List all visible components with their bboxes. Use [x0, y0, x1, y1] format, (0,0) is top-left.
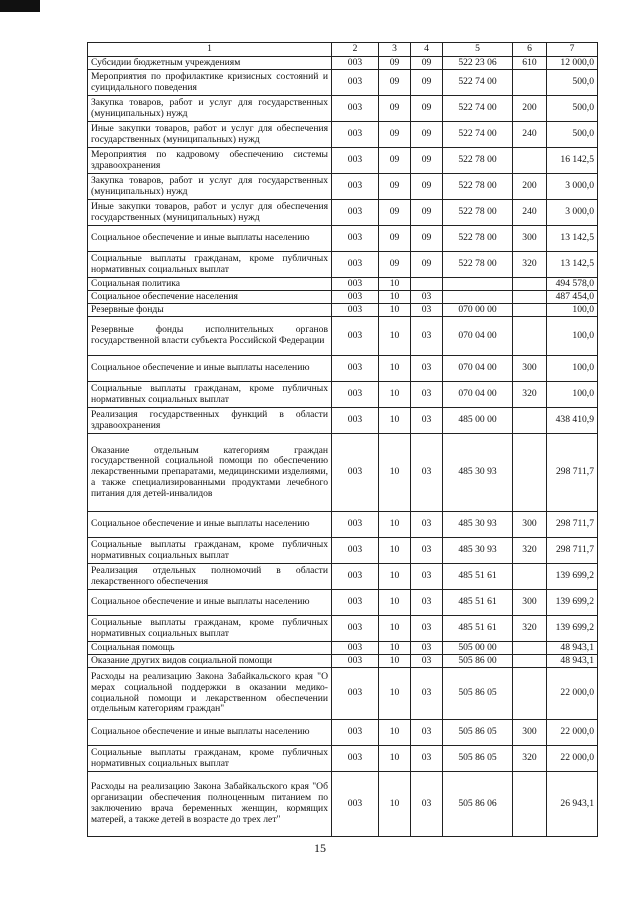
row-name-cell: Социальные выплаты гражданам, кроме публичных нормативных социальных выплат — [88, 252, 332, 278]
expense-type-cell — [513, 408, 547, 434]
table-row — [88, 434, 598, 512]
table-header-row — [88, 43, 598, 57]
subsection-code-cell: 09 — [411, 174, 443, 200]
amount-cell: 438 410,9 — [547, 408, 598, 434]
target-article-cell: 070 00 00 — [443, 304, 513, 317]
admin-code-cell: 003 — [332, 590, 379, 616]
target-article-cell: 070 04 00 — [443, 382, 513, 408]
amount-cell: 100,0 — [547, 356, 598, 382]
table-body — [88, 57, 598, 837]
target-article-cell — [443, 278, 513, 291]
row-name-cell: Иные закупки товаров, работ и услуг для обеспечения государственных (муниципальных) нужд — [88, 200, 332, 226]
row-name-cell: Субсидии бюджетным учреждениям — [88, 57, 332, 70]
admin-code-cell: 003 — [332, 252, 379, 278]
expense-type-cell — [513, 148, 547, 174]
admin-code-cell: 003 — [332, 278, 379, 291]
row-name-cell: Социальное обеспечение и иные выплаты населению — [88, 720, 332, 746]
column-header: 6 — [513, 43, 547, 57]
table-row — [88, 317, 598, 356]
expense-type-cell — [513, 304, 547, 317]
row-name-cell: Социальное обеспечение и иные выплаты населению — [88, 590, 332, 616]
expense-type-cell: 320 — [513, 538, 547, 564]
table-row — [88, 70, 598, 96]
section-code-cell: 10 — [379, 655, 411, 668]
amount-cell: 12 000,0 — [547, 57, 598, 70]
row-name-cell: Закупка товаров, работ и услуг для государственных (муниципальных) нужд — [88, 174, 332, 200]
admin-code-cell: 003 — [332, 57, 379, 70]
target-article-cell: 522 78 00 — [443, 148, 513, 174]
amount-cell: 13 142,5 — [547, 226, 598, 252]
admin-code-cell: 003 — [332, 291, 379, 304]
target-article-cell: 522 23 06 — [443, 57, 513, 70]
expense-type-cell — [513, 564, 547, 590]
expense-type-cell: 240 — [513, 200, 547, 226]
subsection-code-cell: 03 — [411, 655, 443, 668]
amount-cell: 139 699,2 — [547, 590, 598, 616]
admin-code-cell: 003 — [332, 122, 379, 148]
target-article-cell: 505 00 00 — [443, 642, 513, 655]
expense-type-cell: 320 — [513, 746, 547, 772]
subsection-code-cell: 03 — [411, 668, 443, 720]
row-name-cell: Резервные фонды исполнительных органов государственной власти субъекта Российской Федерации — [88, 317, 332, 356]
expense-type-cell: 300 — [513, 720, 547, 746]
amount-cell: 100,0 — [547, 382, 598, 408]
subsection-code-cell: 03 — [411, 512, 443, 538]
target-article-cell: 485 51 61 — [443, 590, 513, 616]
amount-cell: 494 578,0 — [547, 278, 598, 291]
expense-type-cell: 200 — [513, 96, 547, 122]
target-article-cell: 522 78 00 — [443, 252, 513, 278]
admin-code-cell: 003 — [332, 668, 379, 720]
subsection-code-cell: 03 — [411, 772, 443, 837]
expense-type-cell: 300 — [513, 356, 547, 382]
section-code-cell: 10 — [379, 317, 411, 356]
table-row — [88, 720, 598, 746]
admin-code-cell: 003 — [332, 655, 379, 668]
section-code-cell: 10 — [379, 356, 411, 382]
target-article-cell — [443, 291, 513, 304]
row-name-cell: Социальные выплаты гражданам, кроме публичных нормативных социальных выплат — [88, 616, 332, 642]
target-article-cell: 485 51 61 — [443, 564, 513, 590]
subsection-code-cell — [411, 278, 443, 291]
target-article-cell: 522 74 00 — [443, 96, 513, 122]
table-row — [88, 382, 598, 408]
section-code-cell: 09 — [379, 252, 411, 278]
admin-code-cell: 003 — [332, 408, 379, 434]
target-article-cell: 485 00 00 — [443, 408, 513, 434]
admin-code-cell: 003 — [332, 148, 379, 174]
amount-cell: 22 000,0 — [547, 668, 598, 720]
admin-code-cell: 003 — [332, 70, 379, 96]
section-code-cell: 09 — [379, 70, 411, 96]
subsection-code-cell: 09 — [411, 122, 443, 148]
row-name-cell: Мероприятия по кадровому обеспечению системы здравоохранения — [88, 148, 332, 174]
expense-type-cell — [513, 772, 547, 837]
column-header: 5 — [443, 43, 513, 57]
section-code-cell: 10 — [379, 772, 411, 837]
table-row — [88, 57, 598, 70]
target-article-cell: 505 86 00 — [443, 655, 513, 668]
admin-code-cell: 003 — [332, 538, 379, 564]
table-row — [88, 304, 598, 317]
amount-cell: 487 454,0 — [547, 291, 598, 304]
expense-type-cell: 300 — [513, 226, 547, 252]
amount-cell: 500,0 — [547, 70, 598, 96]
row-name-cell: Социальная помощь — [88, 642, 332, 655]
row-name-cell: Социальная политика — [88, 278, 332, 291]
target-article-cell: 522 78 00 — [443, 226, 513, 252]
subsection-code-cell: 03 — [411, 304, 443, 317]
row-name-cell: Социальное обеспечение населения — [88, 291, 332, 304]
amount-cell: 100,0 — [547, 317, 598, 356]
admin-code-cell: 003 — [332, 200, 379, 226]
page-number: 15 — [314, 841, 326, 855]
section-code-cell: 10 — [379, 512, 411, 538]
amount-cell: 22 000,0 — [547, 746, 598, 772]
section-code-cell: 10 — [379, 291, 411, 304]
admin-code-cell: 003 — [332, 382, 379, 408]
admin-code-cell: 003 — [332, 174, 379, 200]
expense-type-cell: 320 — [513, 382, 547, 408]
table-row — [88, 408, 598, 434]
table-row — [88, 564, 598, 590]
section-code-cell: 10 — [379, 668, 411, 720]
section-code-cell: 10 — [379, 720, 411, 746]
target-article-cell: 522 74 00 — [443, 122, 513, 148]
column-header: 2 — [332, 43, 379, 57]
section-code-cell: 10 — [379, 538, 411, 564]
section-code-cell: 10 — [379, 746, 411, 772]
table-row — [88, 356, 598, 382]
row-name-cell: Иные закупки товаров, работ и услуг для обеспечения государственных (муниципальных) нужд — [88, 122, 332, 148]
expense-type-cell — [513, 70, 547, 96]
amount-cell: 139 699,2 — [547, 616, 598, 642]
row-name-cell: Расходы на реализацию Закона Забайкальского края "О мерах социальной поддержки в оказании медико-социальной помощи и лекарственном обеспечении отдельным категориям граждан" — [88, 668, 332, 720]
section-code-cell: 09 — [379, 96, 411, 122]
target-article-cell: 070 04 00 — [443, 356, 513, 382]
subsection-code-cell: 09 — [411, 252, 443, 278]
column-header: 7 — [547, 43, 598, 57]
section-code-cell: 09 — [379, 200, 411, 226]
row-name-cell: Социальные выплаты гражданам, кроме публичных нормативных социальных выплат — [88, 382, 332, 408]
section-code-cell: 09 — [379, 226, 411, 252]
amount-cell: 298 711,7 — [547, 538, 598, 564]
amount-cell: 16 142,5 — [547, 148, 598, 174]
subsection-code-cell: 09 — [411, 57, 443, 70]
row-name-cell: Реализация государственных функций в области здравоохранения — [88, 408, 332, 434]
amount-cell: 100,0 — [547, 304, 598, 317]
table-row — [88, 655, 598, 668]
subsection-code-cell: 09 — [411, 200, 443, 226]
subsection-code-cell: 03 — [411, 356, 443, 382]
table-row — [88, 772, 598, 837]
row-name-cell: Реализация отдельных полномочий в области лекарственного обеспечения — [88, 564, 332, 590]
admin-code-cell: 003 — [332, 772, 379, 837]
table-row — [88, 642, 598, 655]
amount-cell: 500,0 — [547, 96, 598, 122]
target-article-cell: 485 30 93 — [443, 538, 513, 564]
expense-type-cell — [513, 291, 547, 304]
admin-code-cell: 003 — [332, 96, 379, 122]
section-code-cell: 10 — [379, 408, 411, 434]
amount-cell: 22 000,0 — [547, 720, 598, 746]
admin-code-cell: 003 — [332, 616, 379, 642]
amount-cell: 3 000,0 — [547, 174, 598, 200]
admin-code-cell: 003 — [332, 304, 379, 317]
table-row — [88, 278, 598, 291]
target-article-cell: 485 30 93 — [443, 512, 513, 538]
section-code-cell: 09 — [379, 174, 411, 200]
row-name-cell: Социальное обеспечение и иные выплаты населению — [88, 512, 332, 538]
row-name-cell: Закупка товаров, работ и услуг для государственных (муниципальных) нужд — [88, 96, 332, 122]
expense-type-cell: 240 — [513, 122, 547, 148]
amount-cell: 48 943,1 — [547, 655, 598, 668]
table-row — [88, 252, 598, 278]
target-article-cell: 522 78 00 — [443, 200, 513, 226]
subsection-code-cell: 09 — [411, 226, 443, 252]
section-code-cell: 10 — [379, 564, 411, 590]
amount-cell: 3 000,0 — [547, 200, 598, 226]
admin-code-cell: 003 — [332, 317, 379, 356]
expense-type-cell: 320 — [513, 252, 547, 278]
admin-code-cell: 003 — [332, 746, 379, 772]
expense-type-cell — [513, 655, 547, 668]
target-article-cell: 505 86 05 — [443, 746, 513, 772]
row-name-cell: Оказание других видов социальной помощи — [88, 655, 332, 668]
section-code-cell: 10 — [379, 382, 411, 408]
scan-corner-mark — [0, 0, 40, 12]
amount-cell: 48 943,1 — [547, 642, 598, 655]
table-row — [88, 200, 598, 226]
amount-cell: 500,0 — [547, 122, 598, 148]
row-name-cell: Социальные выплаты гражданам, кроме публичных нормативных социальных выплат — [88, 746, 332, 772]
section-code-cell: 10 — [379, 616, 411, 642]
column-header: 4 — [411, 43, 443, 57]
row-name-cell: Социальное обеспечение и иные выплаты населению — [88, 226, 332, 252]
expense-type-cell — [513, 434, 547, 512]
table-row — [88, 122, 598, 148]
section-code-cell: 10 — [379, 590, 411, 616]
expense-type-cell: 320 — [513, 616, 547, 642]
expense-type-cell — [513, 278, 547, 291]
amount-cell: 139 699,2 — [547, 564, 598, 590]
target-article-cell: 070 04 00 — [443, 317, 513, 356]
subsection-code-cell: 09 — [411, 96, 443, 122]
table-row — [88, 538, 598, 564]
subsection-code-cell: 03 — [411, 590, 443, 616]
table-row — [88, 148, 598, 174]
section-code-cell: 09 — [379, 57, 411, 70]
admin-code-cell: 003 — [332, 642, 379, 655]
expense-type-cell — [513, 317, 547, 356]
subsection-code-cell: 03 — [411, 382, 443, 408]
table-row — [88, 512, 598, 538]
row-name-cell: Социальные выплаты гражданам, кроме публичных нормативных социальных выплат — [88, 538, 332, 564]
amount-cell: 13 142,5 — [547, 252, 598, 278]
expense-type-cell: 300 — [513, 512, 547, 538]
section-code-cell: 10 — [379, 304, 411, 317]
target-article-cell: 522 78 00 — [443, 174, 513, 200]
subsection-code-cell: 03 — [411, 720, 443, 746]
target-article-cell: 485 30 93 — [443, 434, 513, 512]
row-name-cell: Оказание отдельным категориям граждан государственной социальной помощи по обеспечению лекарственными препаратами, медицинскими изделиями, а также специализированными продуктами лечебного питания для детей-инвалидов — [88, 434, 332, 512]
subsection-code-cell: 03 — [411, 317, 443, 356]
section-code-cell: 10 — [379, 278, 411, 291]
expense-type-cell: 610 — [513, 57, 547, 70]
expense-type-cell: 200 — [513, 174, 547, 200]
expense-type-cell — [513, 668, 547, 720]
admin-code-cell: 003 — [332, 356, 379, 382]
row-name-cell: Социальное обеспечение и иные выплаты населению — [88, 356, 332, 382]
amount-cell: 298 711,7 — [547, 512, 598, 538]
admin-code-cell: 003 — [332, 720, 379, 746]
table-row — [88, 668, 598, 720]
admin-code-cell: 003 — [332, 564, 379, 590]
target-article-cell: 505 86 06 — [443, 772, 513, 837]
expense-type-cell: 300 — [513, 590, 547, 616]
row-name-cell: Мероприятия по профилактике кризисных состояний и суицидального поведения — [88, 70, 332, 96]
subsection-code-cell: 03 — [411, 642, 443, 655]
column-header: 3 — [379, 43, 411, 57]
table-row — [88, 590, 598, 616]
target-article-cell: 505 86 05 — [443, 720, 513, 746]
expense-type-cell — [513, 642, 547, 655]
column-header: 1 — [88, 43, 332, 57]
subsection-code-cell: 03 — [411, 291, 443, 304]
table-row — [88, 174, 598, 200]
admin-code-cell: 003 — [332, 226, 379, 252]
admin-code-cell: 003 — [332, 512, 379, 538]
table-row — [88, 96, 598, 122]
table-row — [88, 291, 598, 304]
target-article-cell: 505 86 05 — [443, 668, 513, 720]
target-article-cell: 522 74 00 — [443, 70, 513, 96]
subsection-code-cell: 09 — [411, 70, 443, 96]
section-code-cell: 10 — [379, 434, 411, 512]
target-article-cell: 485 51 61 — [443, 616, 513, 642]
subsection-code-cell: 03 — [411, 616, 443, 642]
amount-cell: 26 943,1 — [547, 772, 598, 837]
budget-table — [87, 42, 598, 837]
subsection-code-cell: 03 — [411, 564, 443, 590]
section-code-cell: 10 — [379, 642, 411, 655]
table-row — [88, 226, 598, 252]
subsection-code-cell: 03 — [411, 434, 443, 512]
subsection-code-cell: 09 — [411, 148, 443, 174]
admin-code-cell: 003 — [332, 434, 379, 512]
subsection-code-cell: 03 — [411, 538, 443, 564]
row-name-cell: Расходы на реализацию Закона Забайкальского края "Об организации обеспечения полноценным питанием по заключению врача беременных женщин, кормящих матерей, а также детей в возрасте до трех лет" — [88, 772, 332, 837]
section-code-cell: 09 — [379, 148, 411, 174]
section-code-cell: 09 — [379, 122, 411, 148]
amount-cell: 298 711,7 — [547, 434, 598, 512]
table-row — [88, 616, 598, 642]
table-row — [88, 746, 598, 772]
subsection-code-cell: 03 — [411, 746, 443, 772]
subsection-code-cell: 03 — [411, 408, 443, 434]
row-name-cell: Резервные фонды — [88, 304, 332, 317]
